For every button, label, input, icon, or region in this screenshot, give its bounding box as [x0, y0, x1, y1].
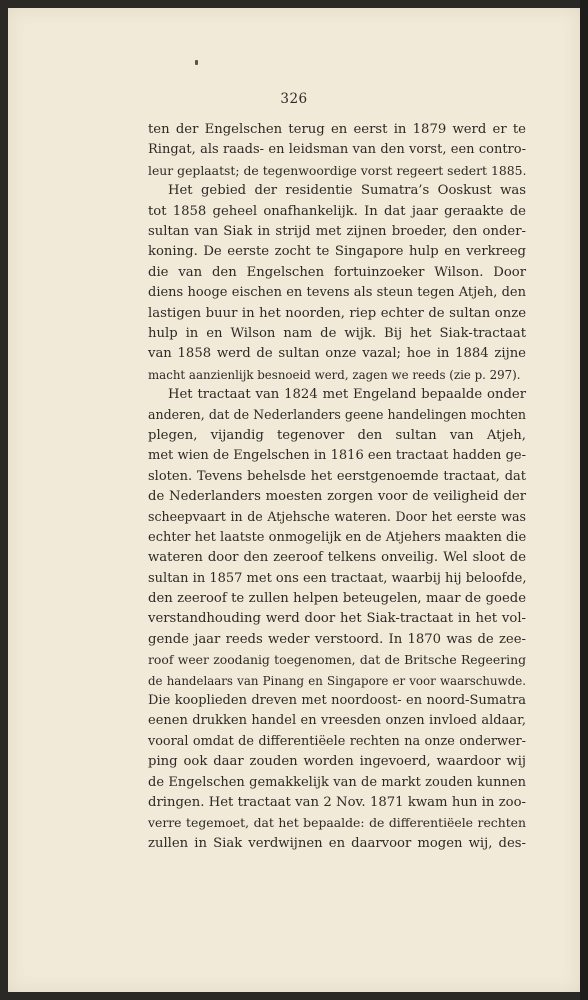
ink-speck — [195, 60, 198, 65]
scan-border-right — [580, 0, 588, 1000]
scan-border-bottom — [0, 992, 588, 1000]
text-line: ping ook daar zouden worden ingevoerd, waardoor wij — [148, 754, 526, 770]
text-line: scheepvaart in de Atjehsche wateren. Door het eerste was — [148, 509, 526, 525]
text-line: koning. De eerste zocht te Singapore hulp en verkreeg — [148, 244, 526, 260]
text-line: diens hooge eischen en tevens als steun tegen Atjeh, den — [148, 285, 526, 301]
text-line: de handelaars van Pinang en Singapore er voor waarschuwde. — [148, 673, 526, 688]
text-line: Ringat, als raads- en leidsman van den vorst, een contro- — [148, 142, 526, 158]
text-line: sultan van Siak in strijd met zijnen broeder, den onder- — [148, 223, 526, 239]
page-number: 326 — [280, 91, 308, 107]
text-line: de Engelschen gemakkelijk van de markt zouden kunnen — [148, 774, 526, 790]
text-line: de Nederlanders moesten zorgen voor de veiligheid der — [148, 489, 526, 505]
text-line: tot 1858 geheel onafhankelijk. In dat jaar geraakte de — [148, 203, 526, 219]
text-line: lastigen buur in het noorden, riep echter de sultan onze — [148, 305, 526, 321]
text-line: vooral omdat de differentiëele rechten na onze onderwer- — [148, 733, 526, 749]
text-line: gende jaar reeds weder verstoord. In 1870 was de zee- — [148, 631, 526, 647]
text-line: van 1858 werd de sultan onze vazal; hoe in 1884 zijne — [148, 346, 526, 362]
text-line: zullen in Siak verdwijnen en daarvoor mogen wij, des- — [148, 835, 526, 851]
text-line: eenen drukken handel en vreesden onzen invloed aldaar, — [148, 713, 526, 729]
text-line: den zeeroof te zullen helpen beteugelen, maar de goede — [148, 590, 526, 606]
text-line: dringen. Het tractaat van 2 Nov. 1871 kwam hun in zoo- — [148, 794, 526, 810]
text-line: plegen, vijandig tegenover den sultan van Atjeh, — [148, 427, 526, 443]
text-line: echter het laatste onmogelijk en de Atjehers maakten die — [148, 529, 527, 545]
text-line: sultan in 1857 met ons een tractaat, waarbij hij beloofde, — [148, 570, 527, 586]
scan-border-left — [0, 0, 8, 1000]
text-line: Het gebied der residentie Sumatra’s Ooskust was — [168, 183, 526, 199]
text-line: anderen, dat de Nederlanders geene handelingen mochten — [148, 407, 526, 423]
text-line: Die kooplieden dreven met noordoost- en noord-Sumatra — [148, 692, 526, 708]
body-text — [148, 120, 526, 854]
text-line: leur geplaatst; de tegenwoordige vorst regeert sedert 1885. — [148, 162, 527, 178]
text-line: wateren door den zeeroof telkens onveilig. Wel sloot de — [148, 550, 526, 566]
text-line: Het tractaat van 1824 met Engeland bepaalde onder — [168, 387, 526, 403]
text-line: macht aanzienlijk besnoeid werd, zagen we reeds (zie p. 297). — [148, 367, 521, 382]
text-line: verstandhouding werd door het Siak-tractaat in het vol- — [148, 611, 526, 627]
text-line: met wien de Engelschen in 1816 een tractaat hadden ge- — [148, 448, 526, 464]
text-line: die van den Engelschen fortuinzoeker Wilson. Door — [148, 264, 526, 280]
text-line: hulp in en Wilson nam de wijk. Bij het Siak-tractaat — [148, 325, 526, 341]
text-line: roof weer zoodanig toegenomen, dat de Britsche Regeering — [148, 652, 526, 668]
text-line: sloten. Tevens behelsde het eerstgenoemde tractaat, dat — [148, 468, 526, 484]
scan-border-top — [0, 0, 588, 8]
text-line: ten der Engelschen terug en eerst in 1879 werd er te — [148, 122, 526, 137]
text-line: verre tegemoet, dat het bepaalde: de differentiëele rechten — [148, 815, 526, 831]
